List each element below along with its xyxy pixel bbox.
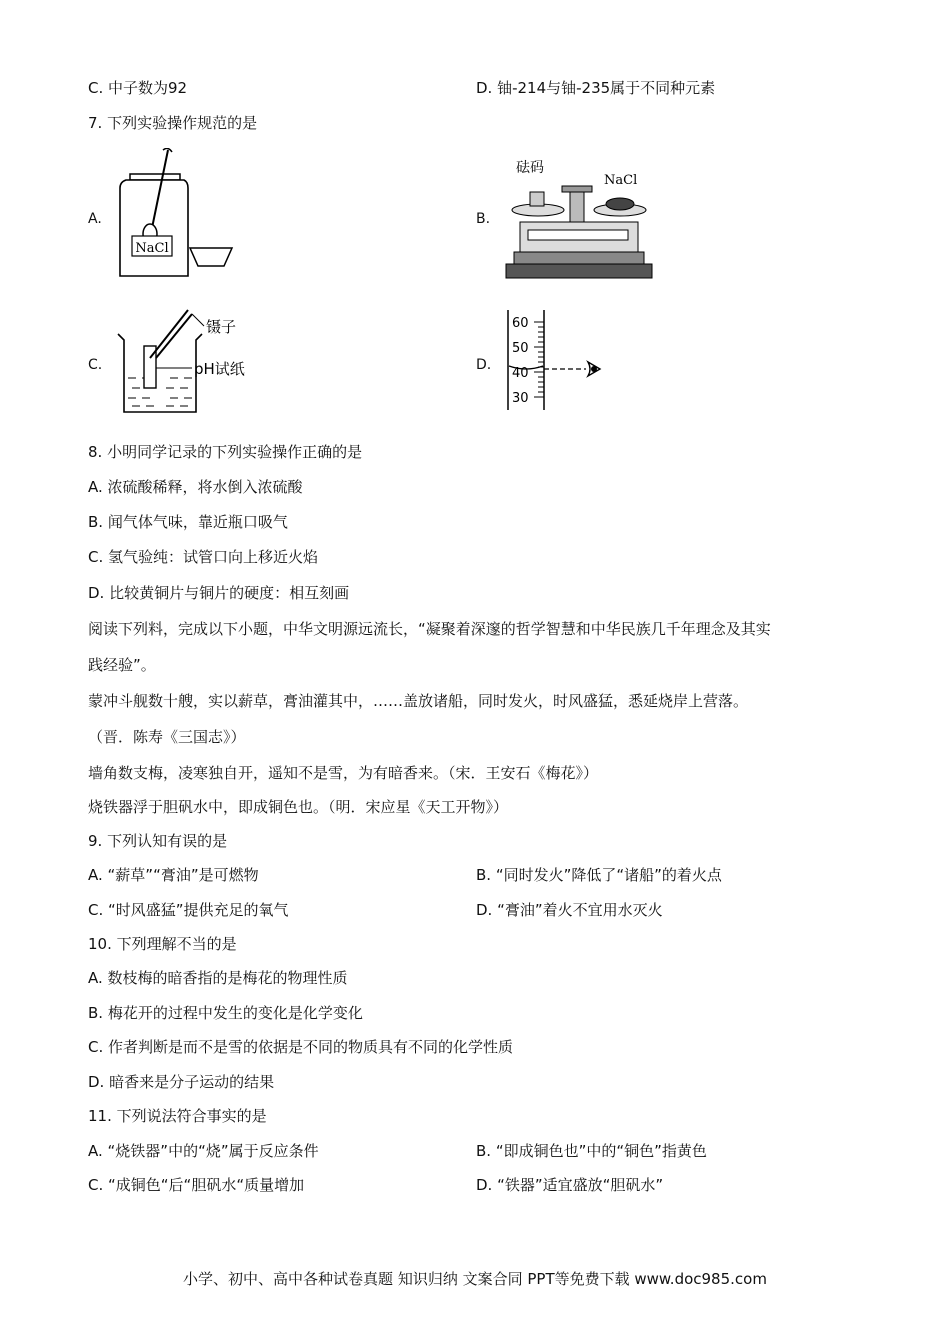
- q9-option-b: B. “同时发火”降低了“诸船”的着火点: [476, 866, 722, 884]
- figure-b-nacl-label: NaCl: [604, 173, 638, 188]
- q11-stem: 11. 下列说法符合事实的是: [88, 1107, 267, 1125]
- q8-stem: 8. 小明同学记录的下列实验操作正确的是: [88, 443, 363, 461]
- reading-passage-1: 蒙冲斗舰数十艘，实以薪草，膏油灌其中，……盖放诸船，同时发火，时风盛猛，悉延烧岸上营落。: [88, 692, 749, 710]
- q7-stem: 7. 下列实验操作规范的是: [88, 114, 258, 132]
- q11-option-d: D. “铁器”适宜盛放“胆矾水”: [476, 1176, 664, 1194]
- q7-figure-c-beaker: [110, 306, 270, 416]
- q9-option-d: D. “膏油”着火不宜用水灭火: [476, 901, 663, 919]
- figure-b-weight-label: 砝码: [516, 160, 544, 176]
- reading-passage-3: 烧铁器浮于胆矾水中，即成铜色也。（明．宋应星《天工开物》）: [88, 798, 509, 816]
- figure-a-nacl-label: NaCl: [135, 241, 169, 256]
- figure-c-tweezers-label: 镊子: [206, 318, 237, 336]
- reading-intro-line1: 阅读下列料，完成以下小题，中华文明源远流长，“凝聚着深邃的哲学智慧和中华民族几千年理念及其实: [88, 620, 771, 638]
- q10-option-c: C. 作者判断是而不是雪的依据是不同的物质具有不同的化学性质: [88, 1038, 514, 1056]
- q9-stem: 9. 下列认知有误的是: [88, 832, 228, 850]
- q6-option-c: C. 中子数为92: [88, 79, 188, 97]
- reading-intro-line2: 践经验”。: [88, 656, 156, 674]
- q10-stem: 10. 下列理解不当的是: [88, 935, 237, 953]
- q7-figure-a-reagent-bottle: [110, 148, 240, 283]
- q11-option-b: B. “即成铜色也”中的“铜色”指黄色: [476, 1142, 707, 1160]
- page-footer: 小学、初中、高中各种试卷真题 知识归纳 文案合同 PPT等免费下载 www.doc985.com: [183, 1270, 767, 1288]
- q11-option-a: A. “烧铁器”中的“烧”属于反应条件: [88, 1142, 319, 1160]
- q11-option-c: C. “成铜色“后“胆矾水“质量增加: [88, 1176, 305, 1194]
- q8-option-b: B. 闻气体气味，靠近瓶口吸气: [88, 513, 288, 531]
- q8-option-c: C. 氢气验纯：试管口向上移近火焰: [88, 548, 319, 566]
- q7-label-c: C.: [88, 357, 103, 373]
- q7-label-d: D.: [476, 357, 492, 373]
- reading-passage-2: 墙角数支梅，凌寒独自开，遥知不是雪，为有暗香来。（宋．王安石《梅花》）: [88, 764, 599, 782]
- q7-figure-d-graduated-cylinder: [500, 310, 620, 414]
- figure-d-tick-50: 50: [512, 341, 529, 356]
- q6-option-d: D. 铀-214与铀-235属于不同种元素: [476, 79, 716, 97]
- q10-option-a: A. 数枝梅的暗香指的是梅花的物理性质: [88, 969, 348, 987]
- q8-option-a: A. 浓硫酸稀释，将水倒入浓硫酸: [88, 478, 303, 496]
- q7-label-a: A.: [88, 211, 102, 227]
- q7-figure-b-balance: [500, 152, 660, 282]
- q10-option-b: B. 梅花开的过程中发生的变化是化学变化: [88, 1004, 363, 1022]
- reading-passage-1-source: （晋．陈寿《三国志》）: [88, 728, 246, 746]
- figure-c-ph-paper-label: pH试纸: [194, 360, 245, 378]
- q8-option-d: D. 比较黄铜片与铜片的硬度：相互刻画: [88, 584, 350, 602]
- q9-option-a: A. “薪草”“膏油”是可燃物: [88, 866, 259, 884]
- q9-option-c: C. “时风盛猛”提供充足的氧气: [88, 901, 289, 919]
- q10-option-d: D. 暗香来是分子运动的结果: [88, 1073, 275, 1091]
- figure-d-tick-60: 60: [512, 316, 529, 331]
- figure-d-tick-30: 30: [512, 391, 529, 406]
- q7-label-b: B.: [476, 211, 491, 227]
- figure-d-tick-40: 40: [512, 366, 529, 381]
